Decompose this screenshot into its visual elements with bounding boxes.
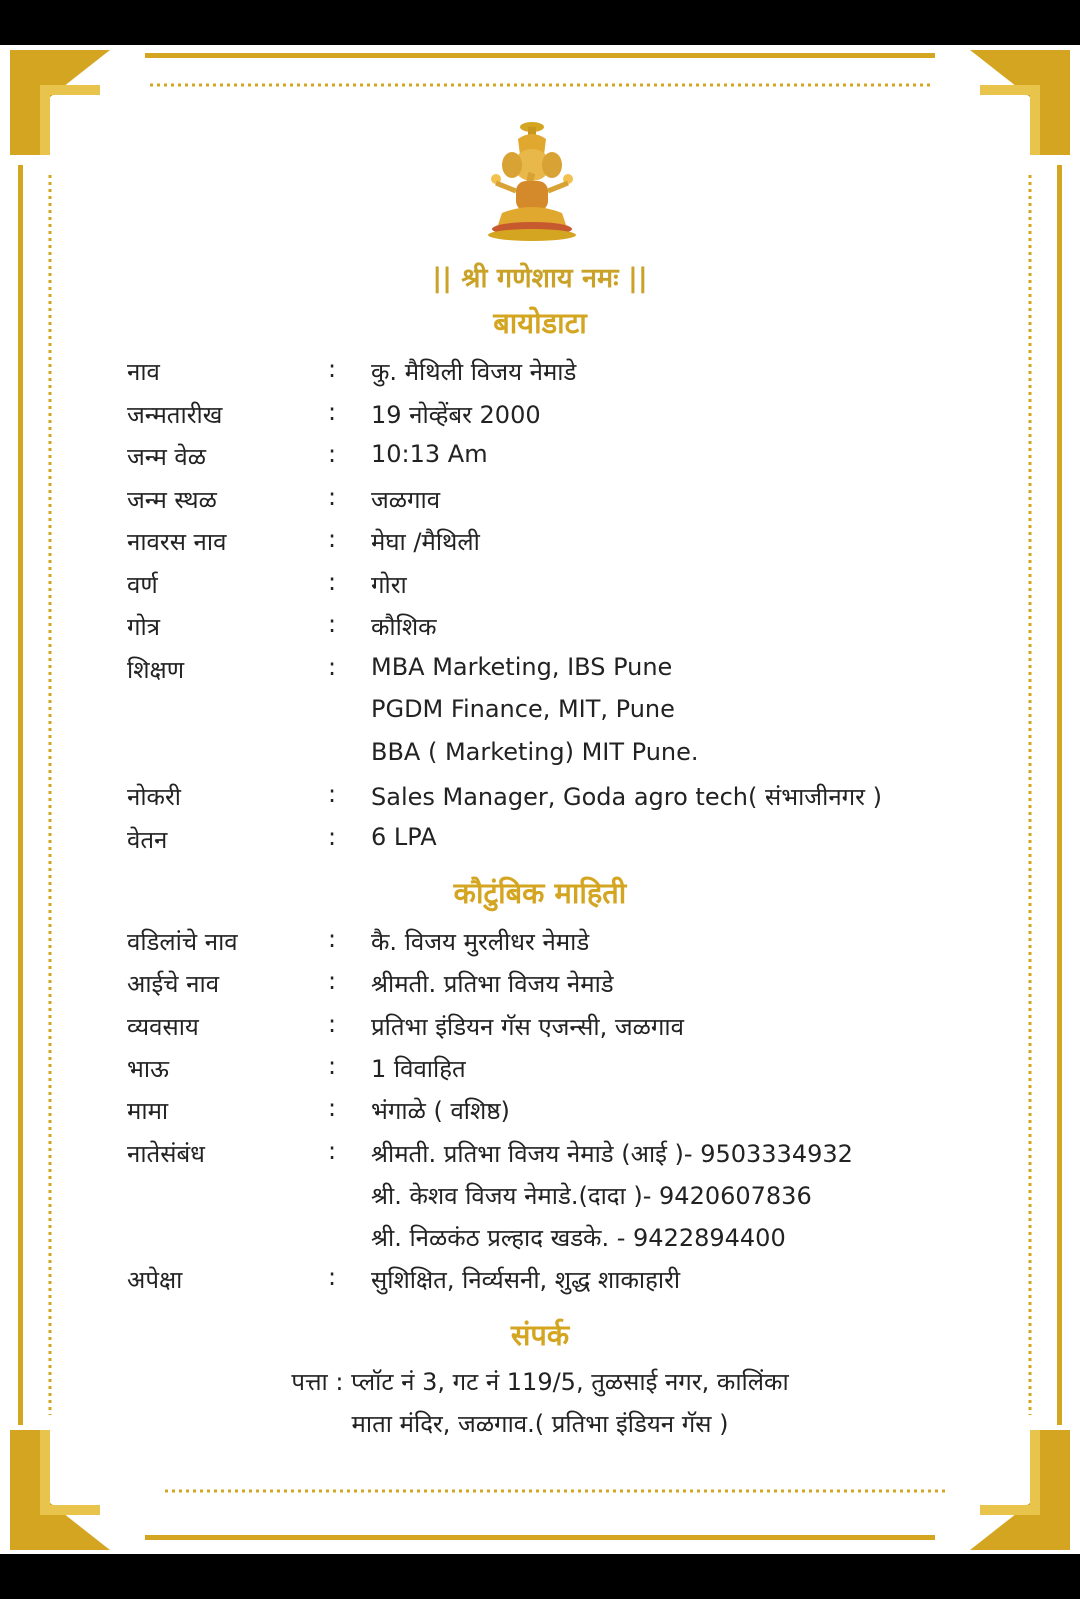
field-separator: :	[328, 780, 337, 808]
field-label: शिक्षण	[127, 655, 185, 684]
field-label: गोत्र	[127, 613, 160, 641]
field-value: कौशिक	[371, 613, 437, 641]
field-value: BBA ( Marketing) MIT Pune.	[371, 737, 699, 766]
field-label: नाव	[127, 358, 160, 386]
field-value: जळगाव	[371, 485, 441, 514]
field-label: आईचे नाव	[127, 970, 220, 999]
field-separator: :	[328, 397, 337, 426]
field-value: कु. मैथिली विजय नेमाडे	[371, 358, 577, 386]
field-label: वडिलांचे नाव	[127, 928, 238, 956]
corner-top-right	[970, 50, 1070, 155]
field-value: सुशिक्षित, निर्व्यसनी, शुद्ध शाकाहारी	[371, 1266, 681, 1295]
field-value: भंगाळे ( वशिष्ठ)	[371, 1097, 510, 1126]
field-value: श्री. निळकंठ प्रल्हाद खडके. - 9422894400	[371, 1224, 786, 1253]
field-value: PGDM Finance, MIT, Pune	[371, 695, 675, 723]
biodata-title: बायोडाटा	[493, 306, 587, 340]
family-info-title: कौटुंबिक माहिती	[453, 876, 627, 910]
field-separator: :	[328, 1263, 337, 1292]
field-separator: :	[328, 652, 337, 681]
field-label: अपेक्षा	[127, 1266, 183, 1295]
biodata-page	[0, 45, 1080, 1554]
field-label: नोकरी	[127, 783, 181, 811]
field-label: वर्ण	[127, 570, 158, 599]
field-separator: :	[328, 1051, 337, 1080]
field-value: कै. विजय मुरलीधर नेमाडे	[371, 928, 590, 956]
field-label: जन्मतारीख	[127, 400, 223, 429]
field-separator: :	[328, 355, 337, 383]
field-value: श्री. केशव विजय नेमाडे.(दादा )- 9420607836	[371, 1181, 812, 1210]
field-value: 6 LPA	[371, 822, 437, 851]
field-separator: :	[328, 1094, 337, 1123]
contact-title: संपर्क	[510, 1318, 570, 1352]
field-separator: :	[328, 925, 337, 953]
field-separator: :	[328, 610, 337, 638]
field-separator: :	[328, 440, 337, 468]
contact-address-line-2: माता मंदिर, जळगाव.( प्रतिभा इंडियन गॅस )	[351, 1410, 729, 1438]
corner-bottom-right	[970, 1430, 1070, 1550]
field-label: मामा	[127, 1097, 169, 1126]
field-value: श्रीमती. प्रतिभा विजय नेमाडे (आई )- 9503334932	[371, 1139, 853, 1168]
field-label: भाऊ	[127, 1054, 169, 1083]
field-value: Sales Manager, Goda agro tech( संभाजीनगर )	[371, 783, 882, 811]
field-label: जन्म वेळ	[127, 443, 207, 471]
field-label: जन्म स्थळ	[127, 485, 217, 514]
field-value: MBA Marketing, IBS Pune	[371, 652, 673, 681]
field-value: मेघा /मैथिली	[371, 528, 480, 556]
field-value: प्रतिभा इंडियन गॅस एजन्सी, जळगाव	[371, 1012, 684, 1041]
field-separator: :	[328, 525, 337, 553]
invocation-title: || श्री गणेशाय नमः ||	[432, 263, 648, 294]
field-label: वेतन	[127, 825, 168, 854]
field-label: नातेसंबंध	[127, 1139, 205, 1168]
field-separator: :	[328, 1136, 337, 1165]
field-label: नावरस नाव	[127, 528, 227, 556]
field-separator: :	[328, 1009, 337, 1038]
field-value: 19 नोव्हेंबर 2000	[371, 400, 541, 429]
field-separator: :	[328, 482, 337, 511]
corner-top-left	[10, 50, 110, 155]
field-value: 1 विवाहित	[371, 1054, 466, 1083]
field-separator: :	[328, 567, 337, 596]
corner-bottom-left	[10, 1430, 110, 1550]
field-separator: :	[328, 822, 337, 851]
field-label: व्यवसाय	[127, 1012, 199, 1041]
contact-address-line-1: पत्ता : प्लॉट नं 3, गट नं 119/5, तुळसाई नगर, कालिंका	[291, 1368, 789, 1396]
ganesha-icon	[482, 121, 582, 246]
field-value: गोरा	[371, 570, 407, 599]
field-separator: :	[328, 967, 337, 996]
field-value: 10:13 Am	[371, 440, 488, 468]
field-value: श्रीमती. प्रतिभा विजय नेमाडे	[371, 970, 614, 999]
